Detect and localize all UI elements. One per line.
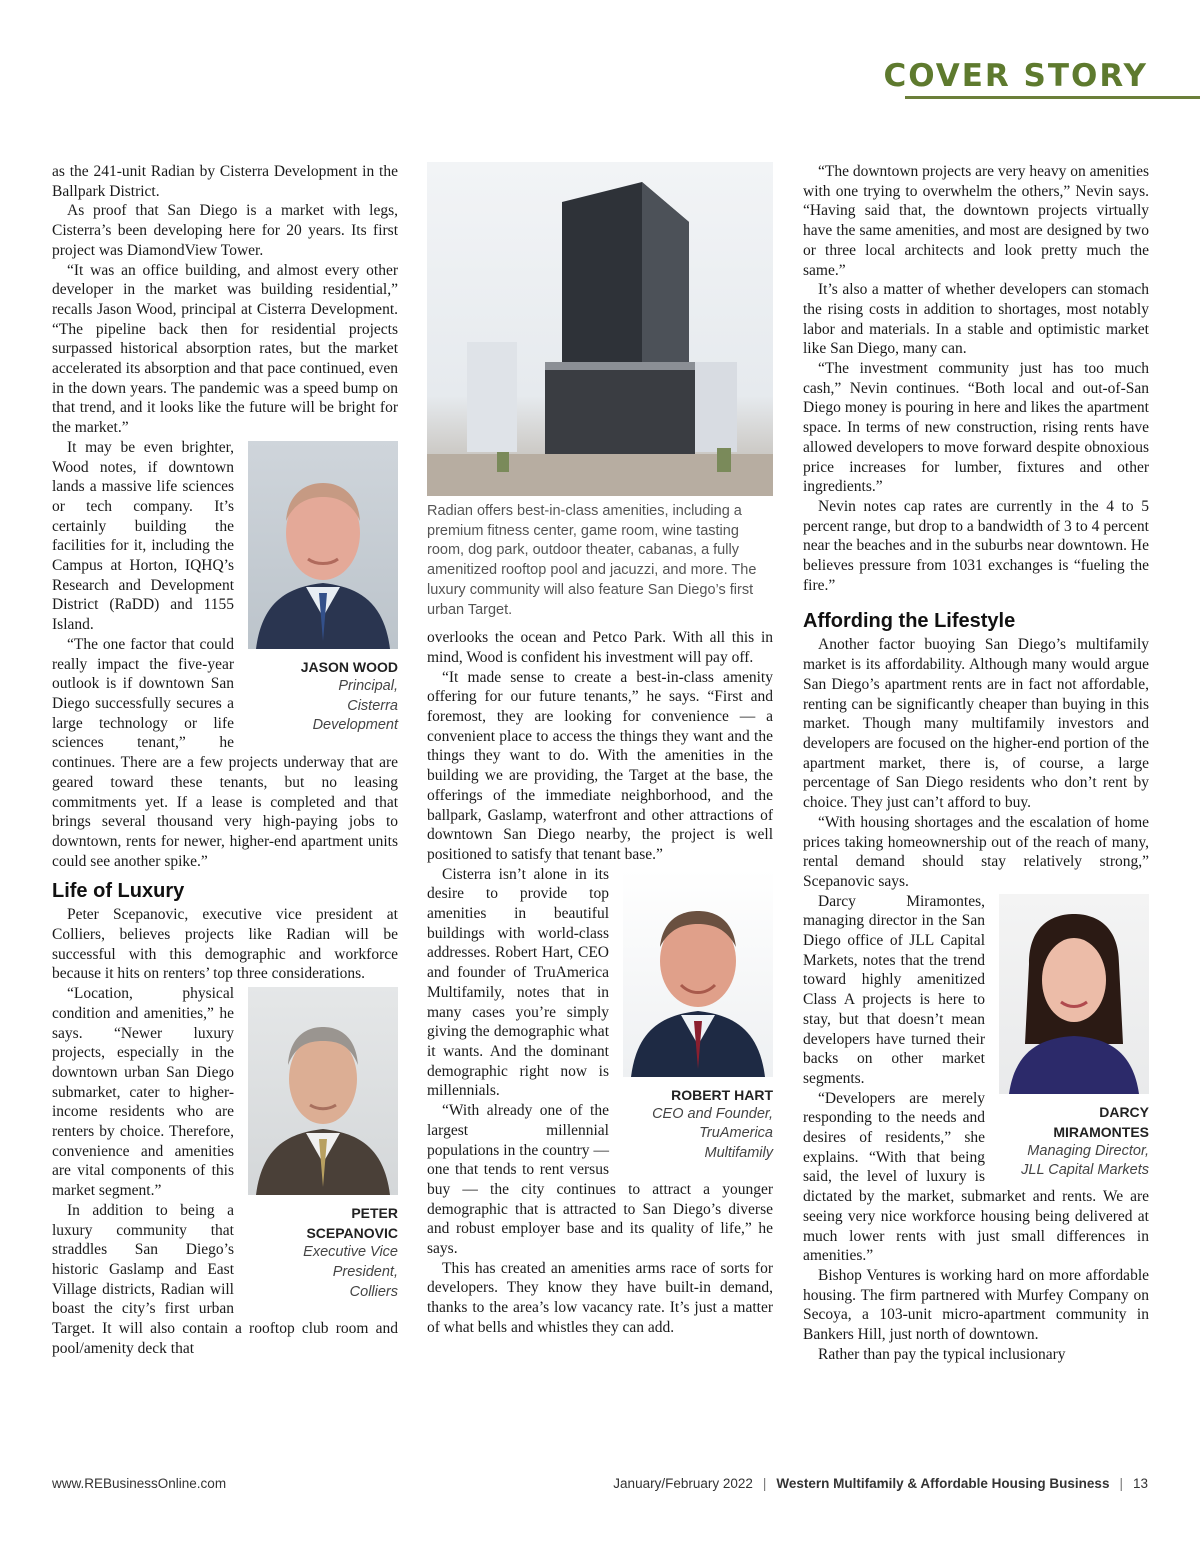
paragraph: “With housing shortages and the escalation of home prices taking homeownership out of the reach of many, rental demand should stay relatively strong,” Scepanovic says. <box>803 813 1149 890</box>
image-caption: Radian offers best-in-class amenities, including a premium fitness center, game room, wine tasting room, dog park, outdoor theater, cabanas, a fully amenitized rooftop pool and jacuzzi, and more. The luxury community will also feature San Diego’s first urban Target. <box>427 503 757 618</box>
paragraph: As proof that San Diego is a market with legs, Cisterra’s been developing here for 20 years. Its first project was DiamondView Tower. <box>52 202 398 259</box>
caption-title: Managing Director, <box>1027 1142 1149 1159</box>
paragraph: as the 241-unit Radian by Cisterra Development in the Ballpark District. <box>52 163 398 200</box>
paragraph: “Developers are merely responding to the needs and desires of residents,” she explains. “With that being said, the level of luxury is dictated by the market, submarket and rents. We are seeing very nice workforce housing being delivered at much lower rents with just small differences in amenities.” <box>803 1089 1149 1265</box>
caption-title: JLL Capital Markets <box>1021 1162 1149 1179</box>
section-heading: Affording the Lifestyle <box>803 610 1016 633</box>
footer-website[interactable]: www.REBusinessOnline.com <box>52 1476 227 1491</box>
portrait-illustration <box>999 894 1149 1094</box>
peter-scepanovic-figure <box>248 987 398 1302</box>
separator: | <box>762 1476 767 1491</box>
robert-hart-figure <box>623 869 773 1164</box>
caption-name: PETER <box>351 1205 398 1222</box>
portrait-illustration <box>623 869 773 1077</box>
caption-title: CEO and Founder, <box>652 1105 773 1122</box>
caption-title: Multifamily <box>704 1145 773 1162</box>
section-heading: Life of Luxury <box>52 880 185 903</box>
paragraph: This has created an amenities arms race of sorts for developers. They know they have built-in demand, thanks to the area’s low vacancy rate. It’s just a matter of what bells and whistles they can add. <box>427 1259 773 1336</box>
caption-title: Principal, <box>338 677 398 694</box>
paragraph: Rather than pay the typical inclusionary <box>818 1345 1066 1363</box>
footer-info <box>613 1476 1148 1491</box>
column-3 <box>803 162 1149 1364</box>
page-number: 13 <box>1132 1476 1148 1491</box>
paragraph: “With already one of the largest millennial populations in the country — one that tends to rent versus buy — the city continues to attract a younger demographic that is attracted to San Diego’s diverse and robust employer base and its quality of life,” he says. <box>427 1102 773 1258</box>
paragraph: Darcy Miramontes, managing director in the San Diego office of JLL Capital Markets, notes that the trend toward highly amenitized Class A projects is here to stay, but that doesn’t mean developers have turned their backs on other market segments. <box>803 892 985 1087</box>
robert-hart-photo <box>623 869 773 1077</box>
paragraph: Peter Scepanovic, executive vice president at Colliers, believes projects like Radian will be successful with this demographic and workforce because it hits on renters’ top three considerations. <box>52 906 398 983</box>
paragraph: Another factor buoying San Diego’s multifamily market is its affordability. Although many would argue San Diego’s apartment rents are in fact not affordable, renting can be significantly cheaper than buying in this market. Though many multifamily investors and developers are focused on the higher-end portion of the apartment market, there is, of course, a large percentage of San Diego residents who don’t rent by choice. They just can’t afford to buy. <box>803 636 1149 812</box>
paragraph: “Location, physical condition and amenities,” he says. “Newer luxury projects, especially in the downtown urban San Diego submarket, cater to higher-income residents who are renters by choice. Therefore, convenience and amenities are vital components of this market segment.” <box>52 985 234 1200</box>
peter-scepanovic-photo <box>248 987 398 1195</box>
paragraph: Cisterra isn’t alone in its desire to provide top amenities in beautiful buildings with world-class addresses. Robert Hart, CEO and founder of TruAmerica Multifamily, notes that in many cases you’re simply giving the demographic what it wants. And the dominant demographic right now is millennials. <box>427 865 609 1100</box>
section-banner: COVER STORY <box>883 58 1148 94</box>
separator: | <box>1119 1476 1123 1491</box>
caption-title: President, <box>332 1263 398 1280</box>
jason-wood-figure <box>248 441 398 736</box>
paragraph: Bishop Ventures is working hard on more affordable housing. The firm partnered with Murfey Company on Secoya, a 103-unit micro-apartment community in Bankers Hill, just north of downtown. <box>803 1266 1149 1344</box>
caption-title: Cisterra <box>347 697 398 714</box>
paragraph: “The one factor that could really impact the five-year outlook is if downtown San Diego successfully secures a large technology or life sciences tenant,” he continues. There are a few projects underway that are geared toward these tenants, but no leasing commitments yet. If a lease is completed and that brings several thousand very high-paying jobs to downtown, rents for newer, higher-end apartment units could see another spike.” <box>52 635 398 870</box>
caption-name: JASON WOOD <box>300 658 398 675</box>
darcy-miramontes-figure <box>999 894 1149 1181</box>
paragraph: In addition to being a luxury community that straddles San Diego’s historic Gaslamp and East Village districts, Radian will boast the city’s first urban Target. It will also contain a rooftop club room and pool/amenity deck that <box>52 1201 398 1357</box>
paragraph: It’s also a matter of whether developers can stomach the rising costs in addition to shortages, most notably labor and materials. In a stable and optimistic market like San Diego, many can. <box>803 281 1149 358</box>
banner-rule <box>905 96 1200 99</box>
building-illustration <box>427 162 773 496</box>
caption-name: ROBERT HART <box>671 1086 773 1103</box>
radian-rendering-image <box>427 162 773 496</box>
darcy-miramontes-photo <box>999 894 1149 1094</box>
caption-name: MIRAMONTES <box>1053 1123 1149 1140</box>
column-1 <box>52 162 398 1358</box>
caption-title: TruAmerica <box>699 1125 773 1142</box>
paragraph: “The investment community just has too much cash,” Nevin continues. “Both local and out-of-San Diego money is pouring in here and likes the apartment space. In terms of new construction, rising rents have allowed developers to move forward despite obnoxious price increases for lumber, fixtures and other ingredients.” <box>803 360 1149 496</box>
caption-name: DARCY <box>1099 1103 1149 1120</box>
paragraph: “It was an office building, and almost every other developer in the market was building residential,” recalls Jason Wood, principal at Cisterra Development. “The pipeline back then for residential projects surpassed historical absorption rates, but the market accelerated its absorption and that pace continued, even in the down years. The pandemic was a speed bump on that trend, and it looks like the future will be bright for the market.” <box>52 261 398 437</box>
paragraph: “The downtown projects are very heavy on amenities with one trying to overwhelm the others,” Nevin says. “Having said that, the downtown projects virtually have the same amenities, and most are designed by two or three local architects and look pretty much the same.” <box>803 163 1149 279</box>
column-2 <box>427 162 773 1338</box>
portrait-illustration <box>248 987 398 1195</box>
caption-name: SCEPANOVIC <box>306 1225 398 1242</box>
paragraph: overlooks the ocean and Petco Park. With all this in mind, Wood is confident his investment will pay off. <box>427 629 773 666</box>
caption-title: Executive Vice <box>303 1244 398 1261</box>
footer-publication: Western Multifamily & Affordable Housing Business <box>776 1476 1110 1491</box>
caption-title: Development <box>312 717 398 734</box>
paragraph: “It made sense to create a best-in-class amenity offering for our future tenants,” he says. “First and foremost, they are looking for convenience — a convenient place to access the things they want and the things they want to do. With the amenities in the building we are providing, the Target at the base, the offerings of the immediate neighborhood, and the ballpark, Gaslamp, waterfront and other attractions of downtown San Diego nearby, the project is well positioned to satisfy that tenant base.” <box>427 668 773 863</box>
paragraph: It may be even brighter, Wood notes, if downtown lands a massive life sciences or tech company. It’s certainly building the facilities for it, including the Campus at Horton, IQHQ’s Research and Development District (RaDD) and 1155 Island. <box>52 438 234 634</box>
paragraph: Nevin notes cap rates are currently in the 4 to 5 percent range, but drop to a bandwidth of 3 to 4 percent near the beaches and in the suburbs near downtown. He believes pressure from 1031 exchanges is “fueling the fire.” <box>803 497 1149 594</box>
portrait-illustration <box>248 441 398 649</box>
caption-title: Colliers <box>349 1283 398 1300</box>
jason-wood-photo <box>248 441 398 649</box>
footer-issue: January/February 2022 <box>613 1476 753 1491</box>
